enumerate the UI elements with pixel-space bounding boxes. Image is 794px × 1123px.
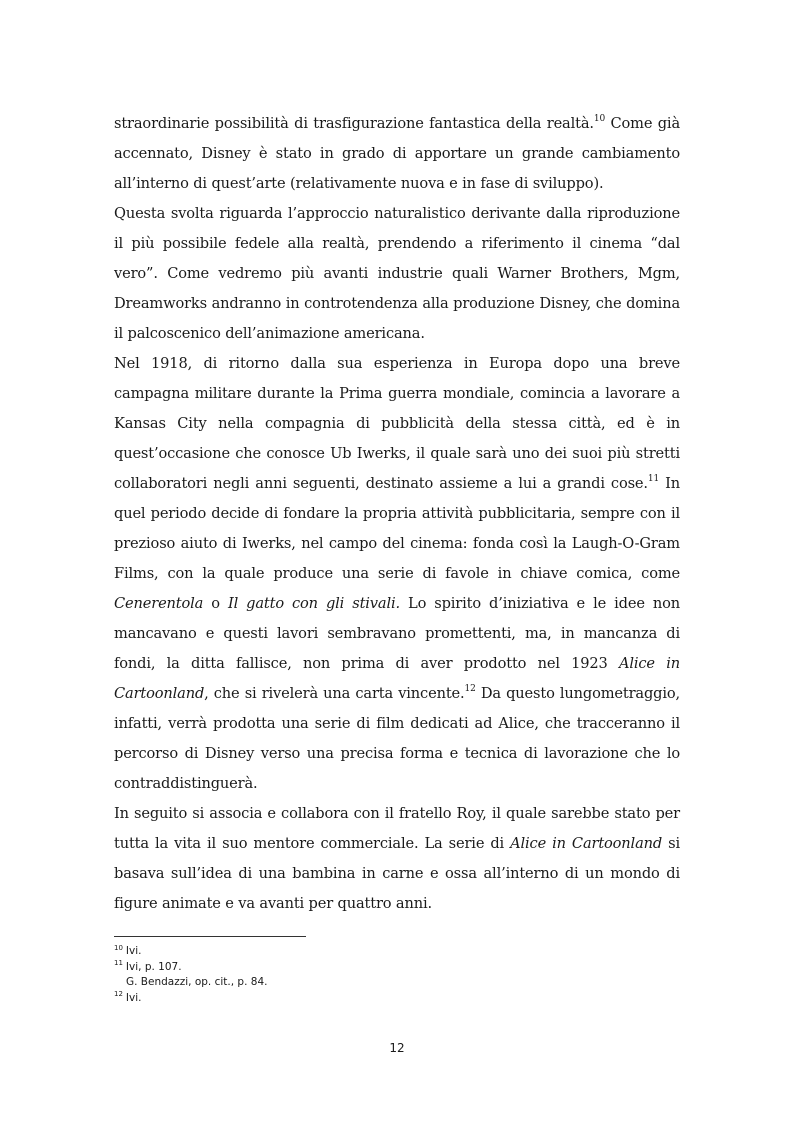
text-segment: si basava sull’idea di una bambina in carne e ossa all’interno di un mondo di figure animate e va avanti per quattro anni. — [114, 835, 680, 912]
text-segment: Lo spirito d’iniziativa e le idee non mancavano e questi lavori sembravano promettenti, ma, in mancanza di fondi, la ditta fallisce, non prima di aver prodotto nel 1923 — [114, 595, 680, 672]
footnote-text: Ivi. — [125, 991, 142, 1004]
text-segment: straordinarie possibilità di trasfigurazione fantastica della realtà. — [114, 115, 594, 132]
text-segment: , che si rivelerà una carta vincente. — [204, 685, 465, 702]
footnote-text: Ivi, p. 107. — [125, 960, 182, 973]
paragraph — [114, 199, 680, 349]
footnote — [114, 944, 680, 960]
footnote-number: 12 — [114, 990, 123, 998]
italic-title: Alice in Cartoonland — [510, 835, 663, 852]
page-number: 12 — [389, 1041, 405, 1055]
footnote-number: 10 — [114, 943, 123, 952]
paragraph — [114, 109, 680, 199]
footnote-text: Ivi. — [125, 945, 142, 957]
footnote-separator — [114, 936, 306, 937]
paragraph — [114, 349, 680, 799]
main-text — [114, 109, 680, 919]
paragraph — [114, 799, 680, 919]
footnote-reference: 11 — [647, 474, 660, 485]
italic-title: Alice in Cartoonland — [114, 655, 680, 702]
footnote-number: 11 — [114, 959, 123, 967]
text-segment: Questa svolta riguarda l’approccio naturalistico derivante dalla riproduzione il più possibile fedele alla realtà, prendendo a riferimento il cinema “dal vero”. Come vedremo più avanti industrie quali Warner Brothers, Mgm, Dreamworks andranno in controtendenza alla produzione Disney, che domina il palcoscenico dell’animazione americana. — [114, 205, 680, 342]
text-segment: o — [203, 595, 228, 612]
footnote — [114, 991, 680, 1007]
text-segment: Nel 1918, di ritorno dalla sua esperienza in Europa dopo una breve campagna militare durante la Prima guerra mondiale, comincia a lavorare a Kansas City nella compagnia di pubblicità della stessa città, ed è in quest’occasione che conosce Ub Iwerks, il quale sarà uno dei suoi più stretti collaboratori negli anni seguenti, destinato assieme a lui a grandi cose. — [114, 355, 680, 492]
italic-title: Il gatto con gli stivali. — [227, 595, 400, 612]
footnote-reference: 10 — [593, 114, 606, 125]
text-segment: In quel periodo decide di fondare la propria attività pubblicitaria, sempre con il prezioso aiuto di Iwerks, nel campo del cinema: fonda così la Laugh-O-Gram Films, con la quale produce una serie di favole in chiave comica, come — [114, 475, 680, 582]
footnotes — [114, 944, 680, 1006]
footnote-reference: 12 — [464, 684, 476, 695]
footnote — [114, 960, 680, 976]
footnote — [114, 975, 680, 991]
italic-title: Cenerentola — [114, 595, 204, 612]
text-segment: In seguito si associa e collabora con il fratello Roy, il quale sarebbe stato per tutta la vita il suo mentore commerciale. La serie di — [114, 805, 680, 852]
text-segment: Da questo lungometraggio, infatti, verrà prodotta una serie di film dedicati ad Alice, che tracceranno il percorso di Disney verso una precisa forma e tecnica di lavorazione che lo contraddistinguerà. — [114, 685, 680, 792]
footnote-text: G. Bendazzi, op. cit., p. 84. — [126, 976, 268, 988]
text-segment: Come già accennato, Disney è stato in grado di apportare un grande cambiamento all’interno di quest’arte (relativamente nuova e in fase di sviluppo). — [114, 115, 680, 192]
